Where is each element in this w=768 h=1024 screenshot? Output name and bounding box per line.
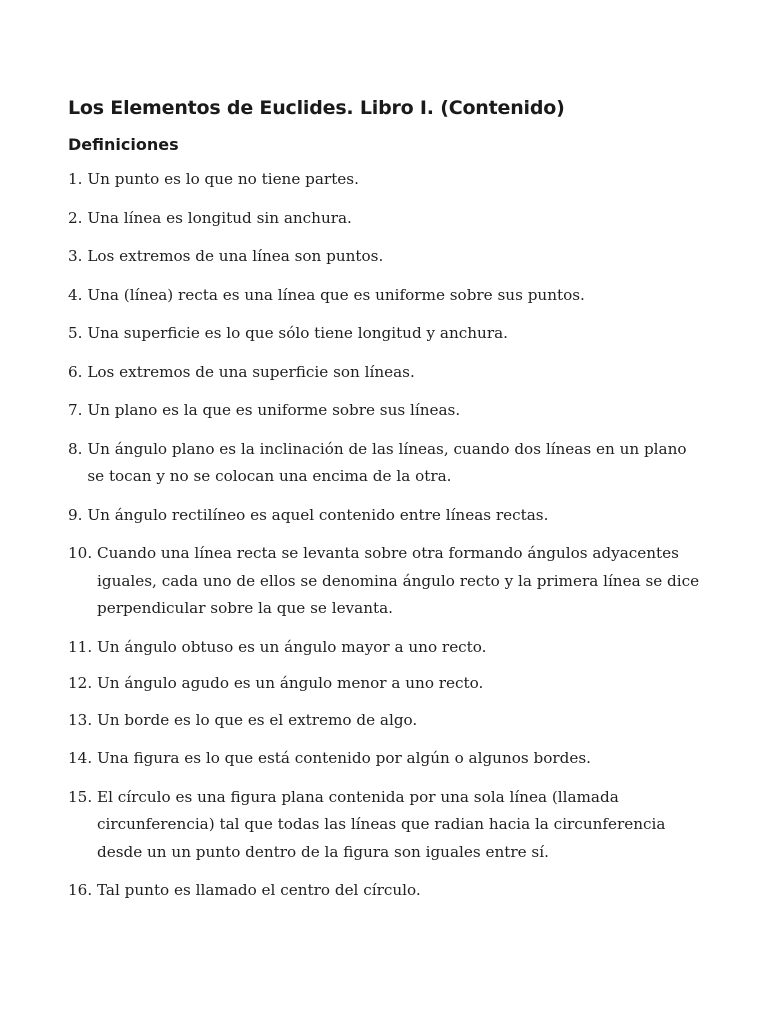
definition-text: Los extremos de una línea son puntos. [87, 247, 384, 265]
definition-item [68, 707, 708, 735]
definition-text: Un ángulo obtuso es un ángulo mayor a uno recto. [96, 637, 487, 656]
definition-item [68, 282, 708, 310]
definition-text: Una línea es longitud sin anchura. [87, 208, 352, 227]
definition-number: 1. [68, 170, 88, 188]
definition-text: Una superficie es lo que sólo tiene longitud y anchura. [87, 324, 508, 342]
definition-item [68, 745, 708, 773]
definition-number: 8. [68, 439, 88, 458]
definition-text: Un plano es la que es uniforme sobre sus líneas. [87, 401, 461, 419]
definition-item [68, 436, 708, 491]
definition-text: Un ángulo agudo es un ángulo menor a uno recto. [96, 674, 484, 692]
definition-number: 16. [68, 881, 97, 899]
definition-number: 11. [68, 637, 97, 656]
definition-item [68, 634, 708, 662]
definition-text: Cuando una línea recta se levanta sobre otra formando ángulos adyacentes iguales, cada uno de ellos se denomina ángulo recto y la primera línea se dice perpendicular sobre la que se levanta. [96, 544, 700, 617]
definition-text: Un ángulo rectilíneo es aquel contenido entre líneas rectas. [87, 505, 549, 524]
definition-item [68, 243, 708, 271]
definition-number: 3. [68, 247, 88, 265]
definition-number: 5. [68, 324, 88, 342]
definition-item [68, 359, 708, 387]
definition-text: Un ángulo plano es la inclinación de las líneas, cuando dos líneas en un plano se tocan y no se colocan una encima de la otra. [87, 439, 687, 485]
definition-item [68, 205, 708, 233]
definition-item [68, 670, 708, 698]
definition-text: Tal punto es llamado el centro del círculo. [96, 881, 421, 899]
definition-item [68, 502, 708, 530]
definition-text: Un punto es lo que no tiene partes. [87, 170, 359, 188]
definition-number: 14. [68, 749, 97, 767]
definition-item [68, 397, 708, 425]
definition-number: 15. [68, 787, 97, 806]
section-title: Definiciones [68, 135, 179, 154]
definition-item [68, 784, 708, 867]
definition-number: 6. [68, 362, 88, 381]
definition-number: 13. [68, 710, 97, 729]
definition-text: El círculo es una figura plana contenida por una sola línea (llamada circunferencia) tal que todas las líneas que radian hacia la circunferencia desde un un punto dentro de la figura son iguales entre sí. [96, 787, 666, 861]
definition-number: 9. [68, 505, 88, 524]
definition-text: Un borde es lo que es el extremo de algo. [96, 710, 418, 729]
definition-text: Una figura es lo que está contenido por algún o algunos bordes. [96, 749, 591, 767]
definition-number: 4. [68, 285, 88, 304]
definition-number: 7. [68, 401, 88, 419]
definitions-list [68, 166, 708, 905]
definition-number: 12. [68, 674, 97, 692]
definition-number: 10. [68, 544, 97, 562]
definition-item [68, 320, 708, 348]
definition-item [68, 877, 708, 905]
definition-number: 2. [68, 208, 88, 227]
document-page [68, 94, 708, 905]
definition-item [68, 540, 708, 623]
document-title: Los Elementos de Euclides. Libro I. (Contenido) [68, 97, 565, 119]
definition-text: Los extremos de una superficie son líneas. [87, 362, 415, 381]
definition-item [68, 166, 708, 194]
definition-text: Una (línea) recta es una línea que es uniforme sobre sus puntos. [87, 285, 585, 304]
